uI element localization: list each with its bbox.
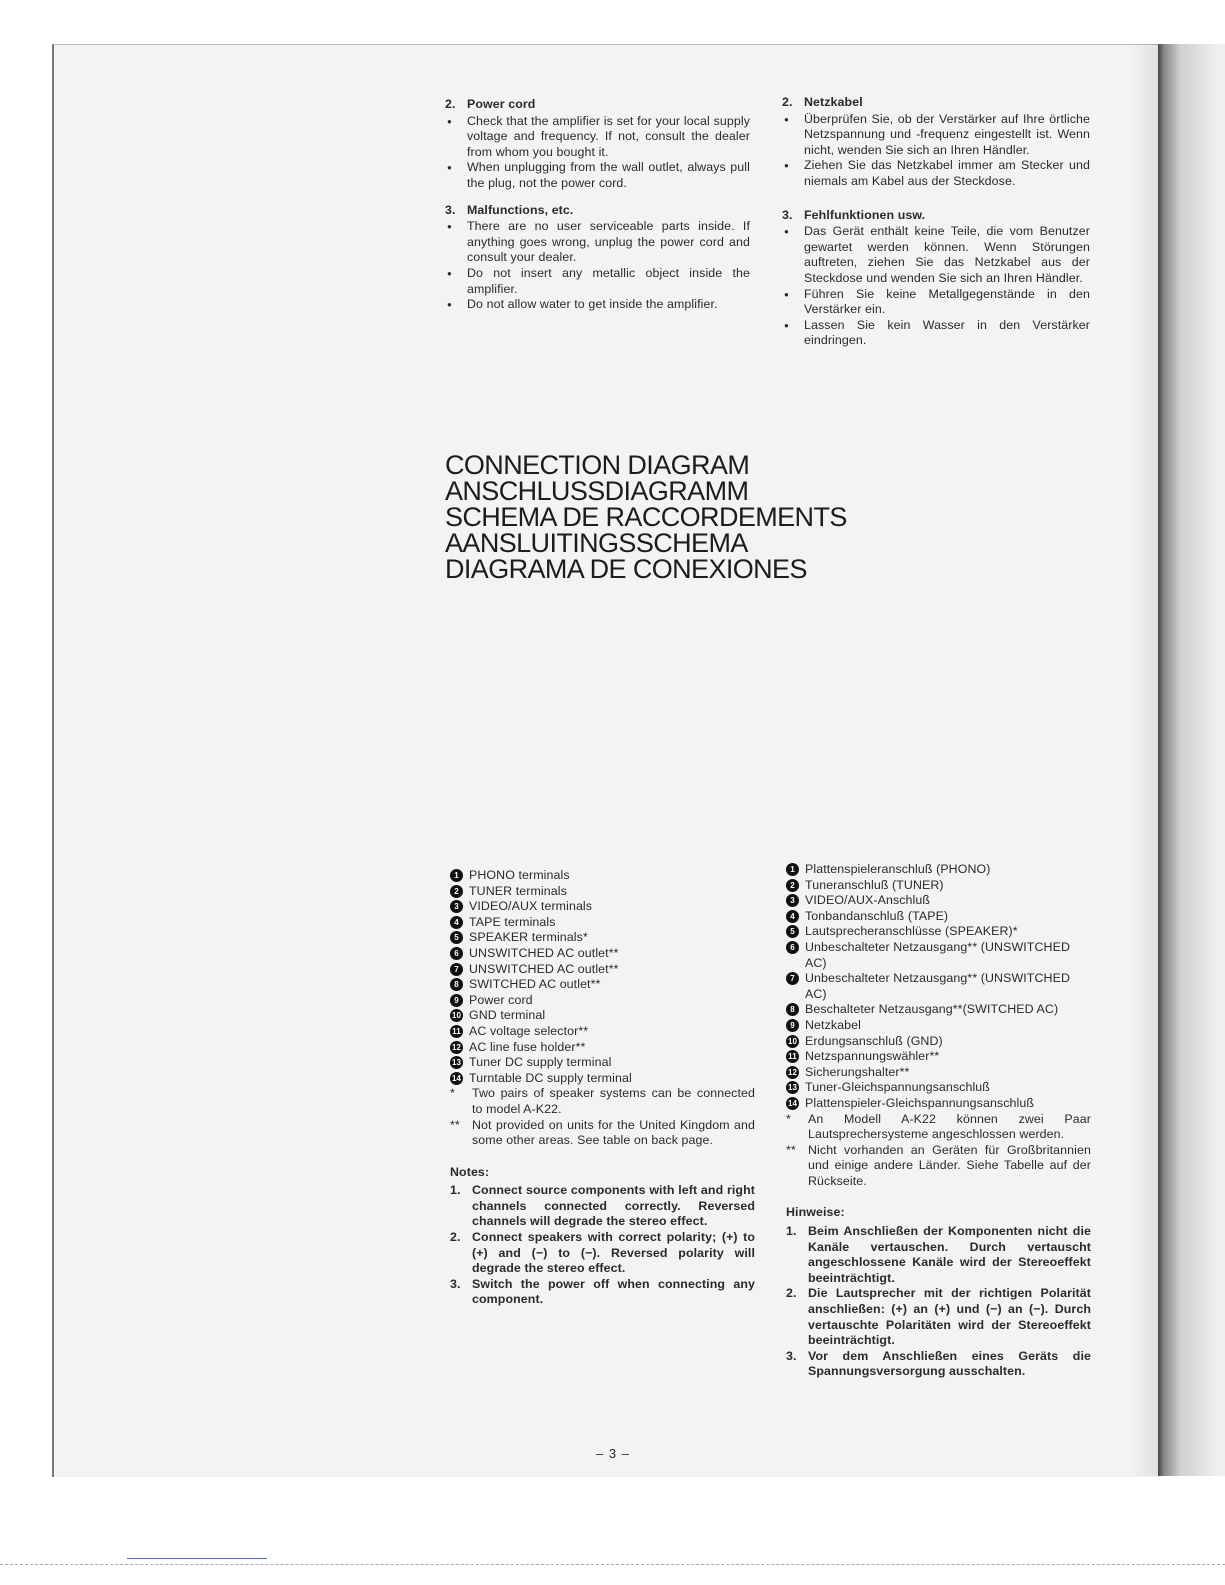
note-text: Switch the power off when connecting any component. <box>472 1276 755 1307</box>
legend-item <box>450 962 755 978</box>
footnote-text: Two pairs of speaker systems can be connected to model A-K22. <box>472 1086 755 1116</box>
legend-item <box>450 993 755 1009</box>
legend-text: VIDEO/AUX-Anschluß <box>805 893 931 908</box>
legend-text: Tonbandanschluß (TAPE) <box>805 908 949 923</box>
bullet-item: ● Check that the amplifier is set for your local supply voltage and frequency. If not, consult the dealer from whom you bought it. <box>445 114 750 161</box>
viewer-bottom-border <box>0 1564 1225 1565</box>
note-item <box>450 1277 755 1308</box>
heading-es: DIAGRAMA DE CONEXIONES <box>445 554 807 584</box>
legend-text: Tuner DC supply terminal <box>469 1055 612 1070</box>
section-title <box>445 203 750 219</box>
number-badge: 1 <box>786 863 799 876</box>
section-number: 2. <box>445 97 456 111</box>
legend-text: Unbeschalteter Netzausgang** (UNSWITCHED AC) <box>805 939 1070 970</box>
legend-item <box>786 1096 1091 1112</box>
legend-item <box>786 1034 1091 1050</box>
number-badge: 14 <box>787 1098 798 1108</box>
note-number: 3. <box>786 1348 797 1363</box>
footnote-text: An Modell A-K22 können zwei Paar Lautsprechersysteme angeschlossen werden. <box>808 1111 1091 1142</box>
page-fold-shadow <box>1130 44 1158 1476</box>
note-item <box>450 1230 755 1277</box>
legend-text: Lautsprecheranschlüsse (SPEAKER)* <box>805 924 1018 939</box>
legend-text: Power cord <box>469 992 533 1007</box>
legend-text: TUNER terminals <box>469 883 567 898</box>
legend-text: Netzkabel <box>805 1017 861 1032</box>
legend-text: SWITCHED AC outlet** <box>469 977 601 992</box>
legend-item <box>450 899 755 915</box>
legend-text: AC voltage selector** <box>469 1023 589 1038</box>
legend-en <box>450 868 755 1308</box>
legend-item <box>786 862 1091 878</box>
legend-item <box>450 1040 755 1056</box>
number-badge: 9 <box>786 1019 799 1032</box>
legend-item <box>450 868 755 884</box>
legend-item <box>786 1018 1091 1034</box>
footnote-mark: ** <box>450 1117 460 1132</box>
notes-list <box>450 1183 755 1308</box>
footnote <box>450 1118 755 1149</box>
legend-text: Netzspannungswähler** <box>805 1049 940 1064</box>
note-item <box>786 1349 1091 1380</box>
legend-item <box>450 977 755 993</box>
bullet-item: ● Do not allow water to get inside the amplifier. <box>445 297 750 313</box>
legend-item <box>786 940 1091 971</box>
number-badge: 13 <box>787 1083 798 1093</box>
heading-en: CONNECTION DIAGRAM <box>445 450 750 480</box>
legend-item <box>786 924 1091 940</box>
legend-de <box>786 862 1091 1380</box>
note-text: Die Lautsprecher mit der richtigen Polarität anschließen: (+) an (+) und (−) an (−). Durch vertauschte Polaritäten wird der Stereoeffekt beeinträchtigt. <box>808 1286 1091 1348</box>
note-text: Connect source components with left and right channels connected correctly. Reversed channels will degrade the stereo effect. <box>472 1183 755 1229</box>
safety-en <box>445 97 750 324</box>
number-badge: 7 <box>450 963 463 976</box>
notes-list <box>786 1224 1091 1380</box>
notes-title: Hinweise: <box>786 1205 845 1220</box>
section-title-text: Power cord <box>467 97 536 111</box>
legend-item <box>450 1055 755 1071</box>
legend-item <box>786 893 1091 909</box>
number-badge: 10 <box>451 1011 462 1021</box>
number-badge: 8 <box>450 978 463 991</box>
legend-text: Erdungsanschluß (GND) <box>805 1033 943 1048</box>
safety-de-section <box>782 208 1090 349</box>
footnote <box>786 1112 1091 1143</box>
section-number: 3. <box>782 207 793 222</box>
legend-item <box>450 915 755 931</box>
note-text: Beim Anschließen der Komponenten nicht die Kanäle vertauschen. Durch vertauscht angeschlossene Kanäle wird der Stereoeffekt beeinträchtigt. <box>808 1224 1091 1285</box>
legend-text: SPEAKER terminals* <box>469 930 588 945</box>
legend-text: Unbeschalteter Netzausgang** (UNSWITCHED AC) <box>805 971 1070 1001</box>
number-badge: 5 <box>786 925 799 938</box>
number-badge: 1 <box>450 869 463 882</box>
heading-de: ANSCHLUSSDIAGRAMM <box>445 476 749 506</box>
legend-item <box>786 1002 1091 1018</box>
number-badge: 2 <box>786 879 799 892</box>
legend-item <box>450 1008 755 1024</box>
legend-text: UNSWITCHED AC outlet** <box>469 961 619 976</box>
number-badge: 2 <box>450 885 463 898</box>
scan-edge <box>1158 44 1225 1476</box>
note-item <box>786 1286 1091 1348</box>
connection-diagram-headings <box>445 452 847 582</box>
bullet-item: ● Das Gerät enthält keine Teile, die vom Benutzer gewartet werden können. Wenn Störungen auftreten, ziehen Sie das Netzkabel aus der Steckdose und wenden Sie sich an Ihren Händler. <box>782 224 1090 286</box>
legend-text: Tuneranschluß (TUNER) <box>805 877 944 892</box>
number-badge: 8 <box>786 1003 799 1016</box>
bullet-item: ● Führen Sie keine Metallgegenstände in den Verstärker ein. <box>782 287 1090 318</box>
bullet-item: ● Do not insert any metallic object inside the amplifier. <box>445 266 750 297</box>
legend-text: AC line fuse holder** <box>469 1039 586 1054</box>
legend-text: PHONO terminals <box>469 868 570 882</box>
note-number: 3. <box>450 1276 461 1291</box>
number-badge: 4 <box>450 916 463 929</box>
legend-text: Plattenspieleranschluß (PHONO) <box>805 862 991 876</box>
legend-text: Beschalteter Netzausgang**(SWITCHED AC) <box>805 1002 1059 1017</box>
section-title-text: Malfunctions, etc. <box>467 202 574 217</box>
number-badge: 4 <box>786 910 799 923</box>
heading-nl: AANSLUITINGSSCHEMA <box>445 528 748 558</box>
number-badge: 10 <box>787 1036 798 1046</box>
legend-text: Tuner-Gleichspannungsanschluß <box>805 1080 990 1095</box>
footnote-mark: ** <box>786 1142 796 1157</box>
terminal-list <box>450 868 755 1086</box>
legend-text: Sicherungshalter** <box>805 1064 910 1079</box>
legend-text: VIDEO/AUX terminals <box>469 899 593 914</box>
safety-de <box>782 95 1090 360</box>
number-badge: 3 <box>786 894 799 907</box>
legend-item <box>450 884 755 900</box>
legend-item <box>786 1065 1091 1081</box>
note-number: 1. <box>450 1183 461 1198</box>
legend-item <box>450 930 755 946</box>
footnote-mark: * <box>450 1086 455 1101</box>
legend-item <box>786 909 1091 925</box>
safety-de-section <box>782 95 1090 190</box>
number-badge: 14 <box>451 1073 462 1083</box>
note-number: 1. <box>786 1224 797 1239</box>
note-item <box>450 1183 755 1230</box>
legend-item <box>786 1080 1091 1096</box>
notes-title: Notes: <box>450 1164 490 1179</box>
footnote <box>786 1143 1091 1190</box>
legend-item <box>450 1071 755 1087</box>
section-number: 3. <box>445 202 456 217</box>
legend-text: TAPE terminals <box>469 914 556 929</box>
legend-text: GND terminal <box>469 1008 546 1023</box>
number-badge: 11 <box>450 1025 463 1038</box>
bullet-item: ● Ziehen Sie das Netzkabel immer am Stecker und niemals am Kabel aus der Steckdose. <box>782 158 1090 189</box>
footnote-text: Not provided on units for the United Kingdom and some other areas. See table on back page. <box>472 1117 755 1148</box>
number-badge: 5 <box>450 931 463 944</box>
note-number: 2. <box>786 1286 797 1301</box>
number-badge: 13 <box>451 1058 462 1068</box>
terminal-list <box>786 862 1091 1112</box>
bullet-item: ● There are no user serviceable parts inside. If anything goes wrong, unplug the power cord and consult your dealer. <box>445 219 750 266</box>
number-badge: 3 <box>450 900 463 913</box>
legend-item <box>450 946 755 962</box>
footnote-text: Nicht vorhanden an Geräten für Großbritannien und einige andere Länder. Siehe Tabelle auf der Rückseite. <box>808 1142 1091 1188</box>
footnote-mark: * <box>786 1111 791 1126</box>
number-badge: 9 <box>450 994 463 1007</box>
number-badge: 12 <box>787 1067 798 1077</box>
legend-item <box>786 1049 1091 1065</box>
section-title-text: Fehlfunktionen usw. <box>804 207 926 222</box>
heading-fr: SCHEMA DE RACCORDEMENTS <box>445 502 847 532</box>
legend-item <box>786 971 1091 1002</box>
note-text: Connect speakers with correct polarity; (+) to (+) and (−) to (−). Reversed polarity will degrade the stereo effect. <box>472 1230 755 1276</box>
bullet-item: ● Überprüfen Sie, ob der Verstärker auf Ihre örtliche Netzspannung und -frequenz eingestellt ist. Wenn nicht, wenden Sie sich an Ihren Händler. <box>782 112 1090 159</box>
footnote <box>450 1086 755 1117</box>
number-badge: 6 <box>786 941 799 954</box>
note-item <box>786 1224 1091 1286</box>
number-badge: 12 <box>451 1042 462 1052</box>
section-title <box>445 97 750 113</box>
safety-en-section <box>445 97 750 192</box>
safety-en-section <box>445 203 750 313</box>
legend-text: Turntable DC supply terminal <box>469 1070 632 1085</box>
number-badge: 7 <box>786 972 799 985</box>
section-title-text: Netzkabel <box>804 95 863 109</box>
legend-text: UNSWITCHED AC outlet** <box>469 945 619 960</box>
legend-item <box>786 878 1091 894</box>
viewer-link-underline <box>127 1558 267 1559</box>
legend-item <box>450 1024 755 1040</box>
page-number: – 3 – <box>596 1446 630 1461</box>
section-title <box>782 95 1090 111</box>
section-title <box>782 208 1090 224</box>
number-badge: 6 <box>450 947 463 960</box>
bullet-item: ● Lassen Sie kein Wasser in den Verstärker eindringen. <box>782 318 1090 349</box>
number-badge: 11 <box>786 1050 799 1063</box>
note-number: 2. <box>450 1230 461 1245</box>
bullet-item: ● When unplugging from the wall outlet, always pull the plug, not the power cord. <box>445 160 750 191</box>
note-text: Vor dem Anschließen eines Geräts die Spannungsversorgung ausschalten. <box>808 1348 1091 1379</box>
section-number: 2. <box>782 95 793 109</box>
legend-text: Plattenspieler-Gleichspannungsanschluß <box>805 1095 1035 1110</box>
